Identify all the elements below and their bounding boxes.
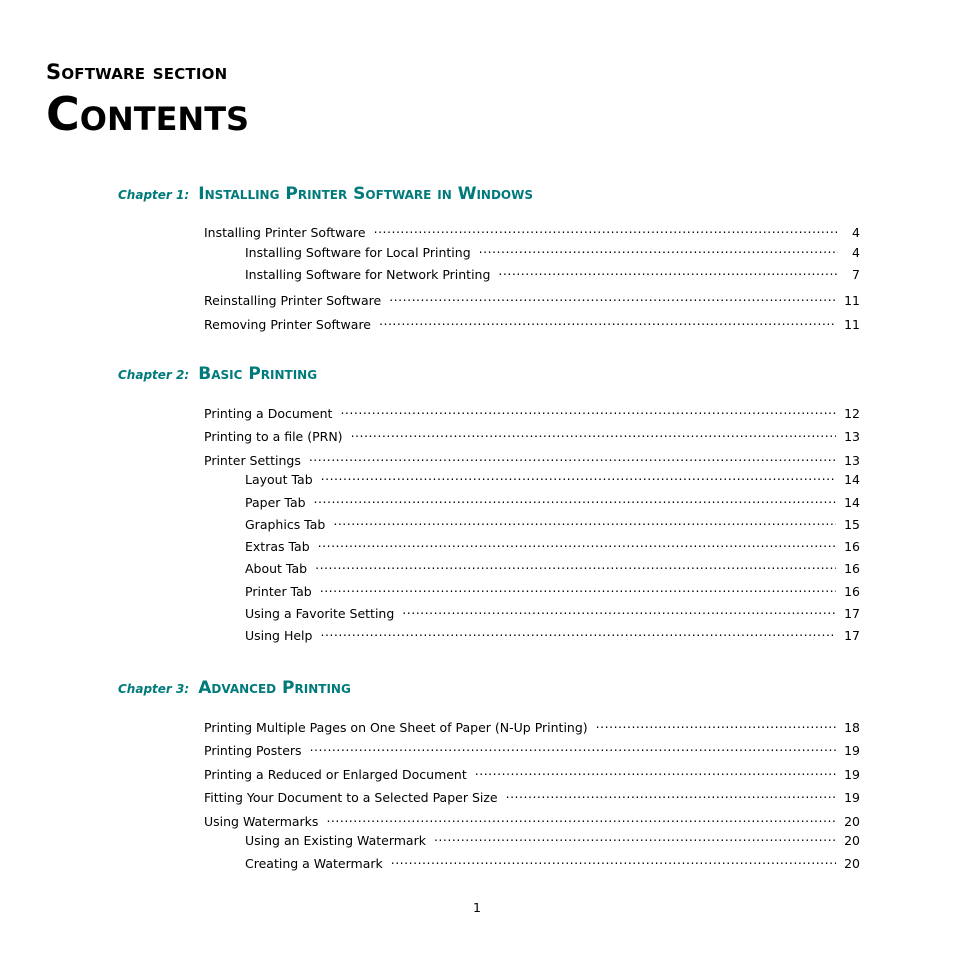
toc-page-number: 4 xyxy=(852,245,860,260)
chapter-title[interactable]: Basic Printing xyxy=(198,364,318,384)
toc-entry-text: Paper Tab xyxy=(245,495,306,510)
toc-entry-text: About Tab xyxy=(245,561,308,576)
toc-entry-text: Printer Tab xyxy=(245,584,312,599)
toc-entry-text: Printing a Document xyxy=(204,406,333,421)
toc-page-number: 19 xyxy=(844,743,860,758)
page-header xyxy=(46,60,249,140)
dot-leader xyxy=(379,313,836,329)
toc-entry-text: Installing Software for Network Printing xyxy=(245,267,491,282)
chapter-2-heading xyxy=(118,364,317,388)
toc-page-number: 14 xyxy=(844,495,860,510)
toc-entry-text: Installing Printer Software xyxy=(204,225,366,240)
toc-page-number: 16 xyxy=(844,539,860,554)
dot-leader xyxy=(309,449,836,465)
dot-leader xyxy=(326,810,836,826)
toc-page-number: 13 xyxy=(844,453,860,468)
dot-leader xyxy=(475,763,836,779)
toc-page-number: 18 xyxy=(844,720,860,735)
toc-entry-fitting-paper-size[interactable] xyxy=(204,786,860,806)
dot-leader xyxy=(315,557,836,573)
toc-entry-installing-printer-software[interactable] xyxy=(204,221,860,241)
toc-entry-reduced-enlarged[interactable] xyxy=(204,763,860,783)
toc-entry-text: Printing Multiple Pages on One Sheet of Paper (N-Up Printing) xyxy=(204,720,588,735)
toc-page-number: 20 xyxy=(844,833,860,848)
dot-leader xyxy=(320,580,836,596)
toc-page-number: 17 xyxy=(844,628,860,643)
toc-entry-graphics-tab[interactable] xyxy=(245,513,860,533)
toc-page-number: 15 xyxy=(844,517,860,532)
dot-leader xyxy=(310,739,837,755)
toc-page-number: 16 xyxy=(844,561,860,576)
toc-entry-creating-watermark[interactable] xyxy=(245,852,860,872)
chapter-label: Chapter 2: xyxy=(118,368,190,382)
dot-leader xyxy=(374,221,838,237)
toc-entry-printing-to-file[interactable] xyxy=(204,425,860,445)
toc-page-number: 4 xyxy=(852,225,860,240)
toc-page-number: 20 xyxy=(844,814,860,829)
toc-entry-reinstalling[interactable] xyxy=(204,289,860,309)
toc-page-number: 20 xyxy=(844,856,860,871)
toc-entry-text: Reinstalling Printer Software xyxy=(204,293,382,308)
toc-entry-text: Using a Favorite Setting xyxy=(245,606,395,621)
toc-entry-text: Printing to a file (PRN) xyxy=(204,429,343,444)
toc-entry-text: Using an Existing Watermark xyxy=(245,833,426,848)
dot-leader xyxy=(321,468,836,484)
section-title: Software section xyxy=(46,60,228,84)
toc-page-number: 11 xyxy=(844,317,860,332)
dot-leader xyxy=(314,491,837,507)
toc-page-number: 19 xyxy=(844,790,860,805)
toc-entry-printing-a-document[interactable] xyxy=(204,402,860,422)
toc-entry-extras-tab[interactable] xyxy=(245,535,860,555)
toc-entry-local-printing[interactable] xyxy=(245,241,860,261)
toc-entry-text: Removing Printer Software xyxy=(204,317,371,332)
toc-entry-text: Installing Software for Local Printing xyxy=(245,245,471,260)
toc-entry-text: Using Watermarks xyxy=(204,814,319,829)
toc-page-number: 17 xyxy=(844,606,860,621)
toc-page-number: 11 xyxy=(844,293,860,308)
toc-entry-text: Extras Tab xyxy=(245,539,310,554)
dot-leader xyxy=(351,425,837,441)
toc-entry-text: Printing Posters xyxy=(204,743,302,758)
toc-entry-text: Creating a Watermark xyxy=(245,856,383,871)
toc-entry-removing[interactable] xyxy=(204,313,860,333)
chapter-label: Chapter 3: xyxy=(118,682,190,696)
toc-page-number: 14 xyxy=(844,472,860,487)
toc-entry-paper-tab[interactable] xyxy=(245,491,860,511)
dot-leader xyxy=(506,786,836,802)
toc-entry-text: Printing a Reduced or Enlarged Document xyxy=(204,767,467,782)
toc-entry-printer-tab[interactable] xyxy=(245,580,860,600)
toc-entry-text: Using Help xyxy=(245,628,313,643)
toc-entry-existing-watermark[interactable] xyxy=(245,829,860,849)
page-title: Contents xyxy=(46,87,250,141)
toc-entry-about-tab[interactable] xyxy=(245,557,860,577)
toc-page-number: 7 xyxy=(852,267,860,282)
toc-entry-layout-tab[interactable] xyxy=(245,468,860,488)
dot-leader xyxy=(333,513,836,529)
toc-entry-using-help[interactable] xyxy=(245,624,860,644)
toc-entry-using-watermarks[interactable] xyxy=(204,810,860,830)
chapter-label: Chapter 1: xyxy=(118,188,190,202)
chapter-title[interactable]: Advanced Printing xyxy=(198,678,351,698)
toc-page-number: 12 xyxy=(844,406,860,421)
toc-page-number: 16 xyxy=(844,584,860,599)
toc-entry-favorite-setting[interactable] xyxy=(245,602,860,622)
dot-leader xyxy=(596,716,836,732)
toc-entry-printing-posters[interactable] xyxy=(204,739,860,759)
toc-entry-text: Fitting Your Document to a Selected Paper Size xyxy=(204,790,498,805)
chapter-3-heading xyxy=(118,678,351,702)
page-number: 1 xyxy=(473,900,481,915)
dot-leader xyxy=(479,241,838,257)
toc-entry-printer-settings[interactable] xyxy=(204,449,860,469)
dot-leader xyxy=(389,289,836,305)
toc-entry-text: Printer Settings xyxy=(204,453,301,468)
toc-page-number: 19 xyxy=(844,767,860,782)
toc-entry-n-up-printing[interactable] xyxy=(204,716,860,736)
chapter-title[interactable]: Installing Printer Software in Windows xyxy=(198,184,534,204)
dot-leader xyxy=(434,829,836,845)
toc-entry-network-printing[interactable] xyxy=(245,263,860,283)
toc-entry-text: Layout Tab xyxy=(245,472,313,487)
dot-leader xyxy=(340,402,836,418)
dot-leader xyxy=(391,852,836,868)
toc-entry-text: Graphics Tab xyxy=(245,517,326,532)
dot-leader xyxy=(320,624,836,640)
chapter-1-heading xyxy=(118,184,533,208)
dot-leader xyxy=(498,263,838,279)
dot-leader xyxy=(402,602,836,618)
toc-page-number: 13 xyxy=(844,429,860,444)
dot-leader xyxy=(318,535,836,551)
